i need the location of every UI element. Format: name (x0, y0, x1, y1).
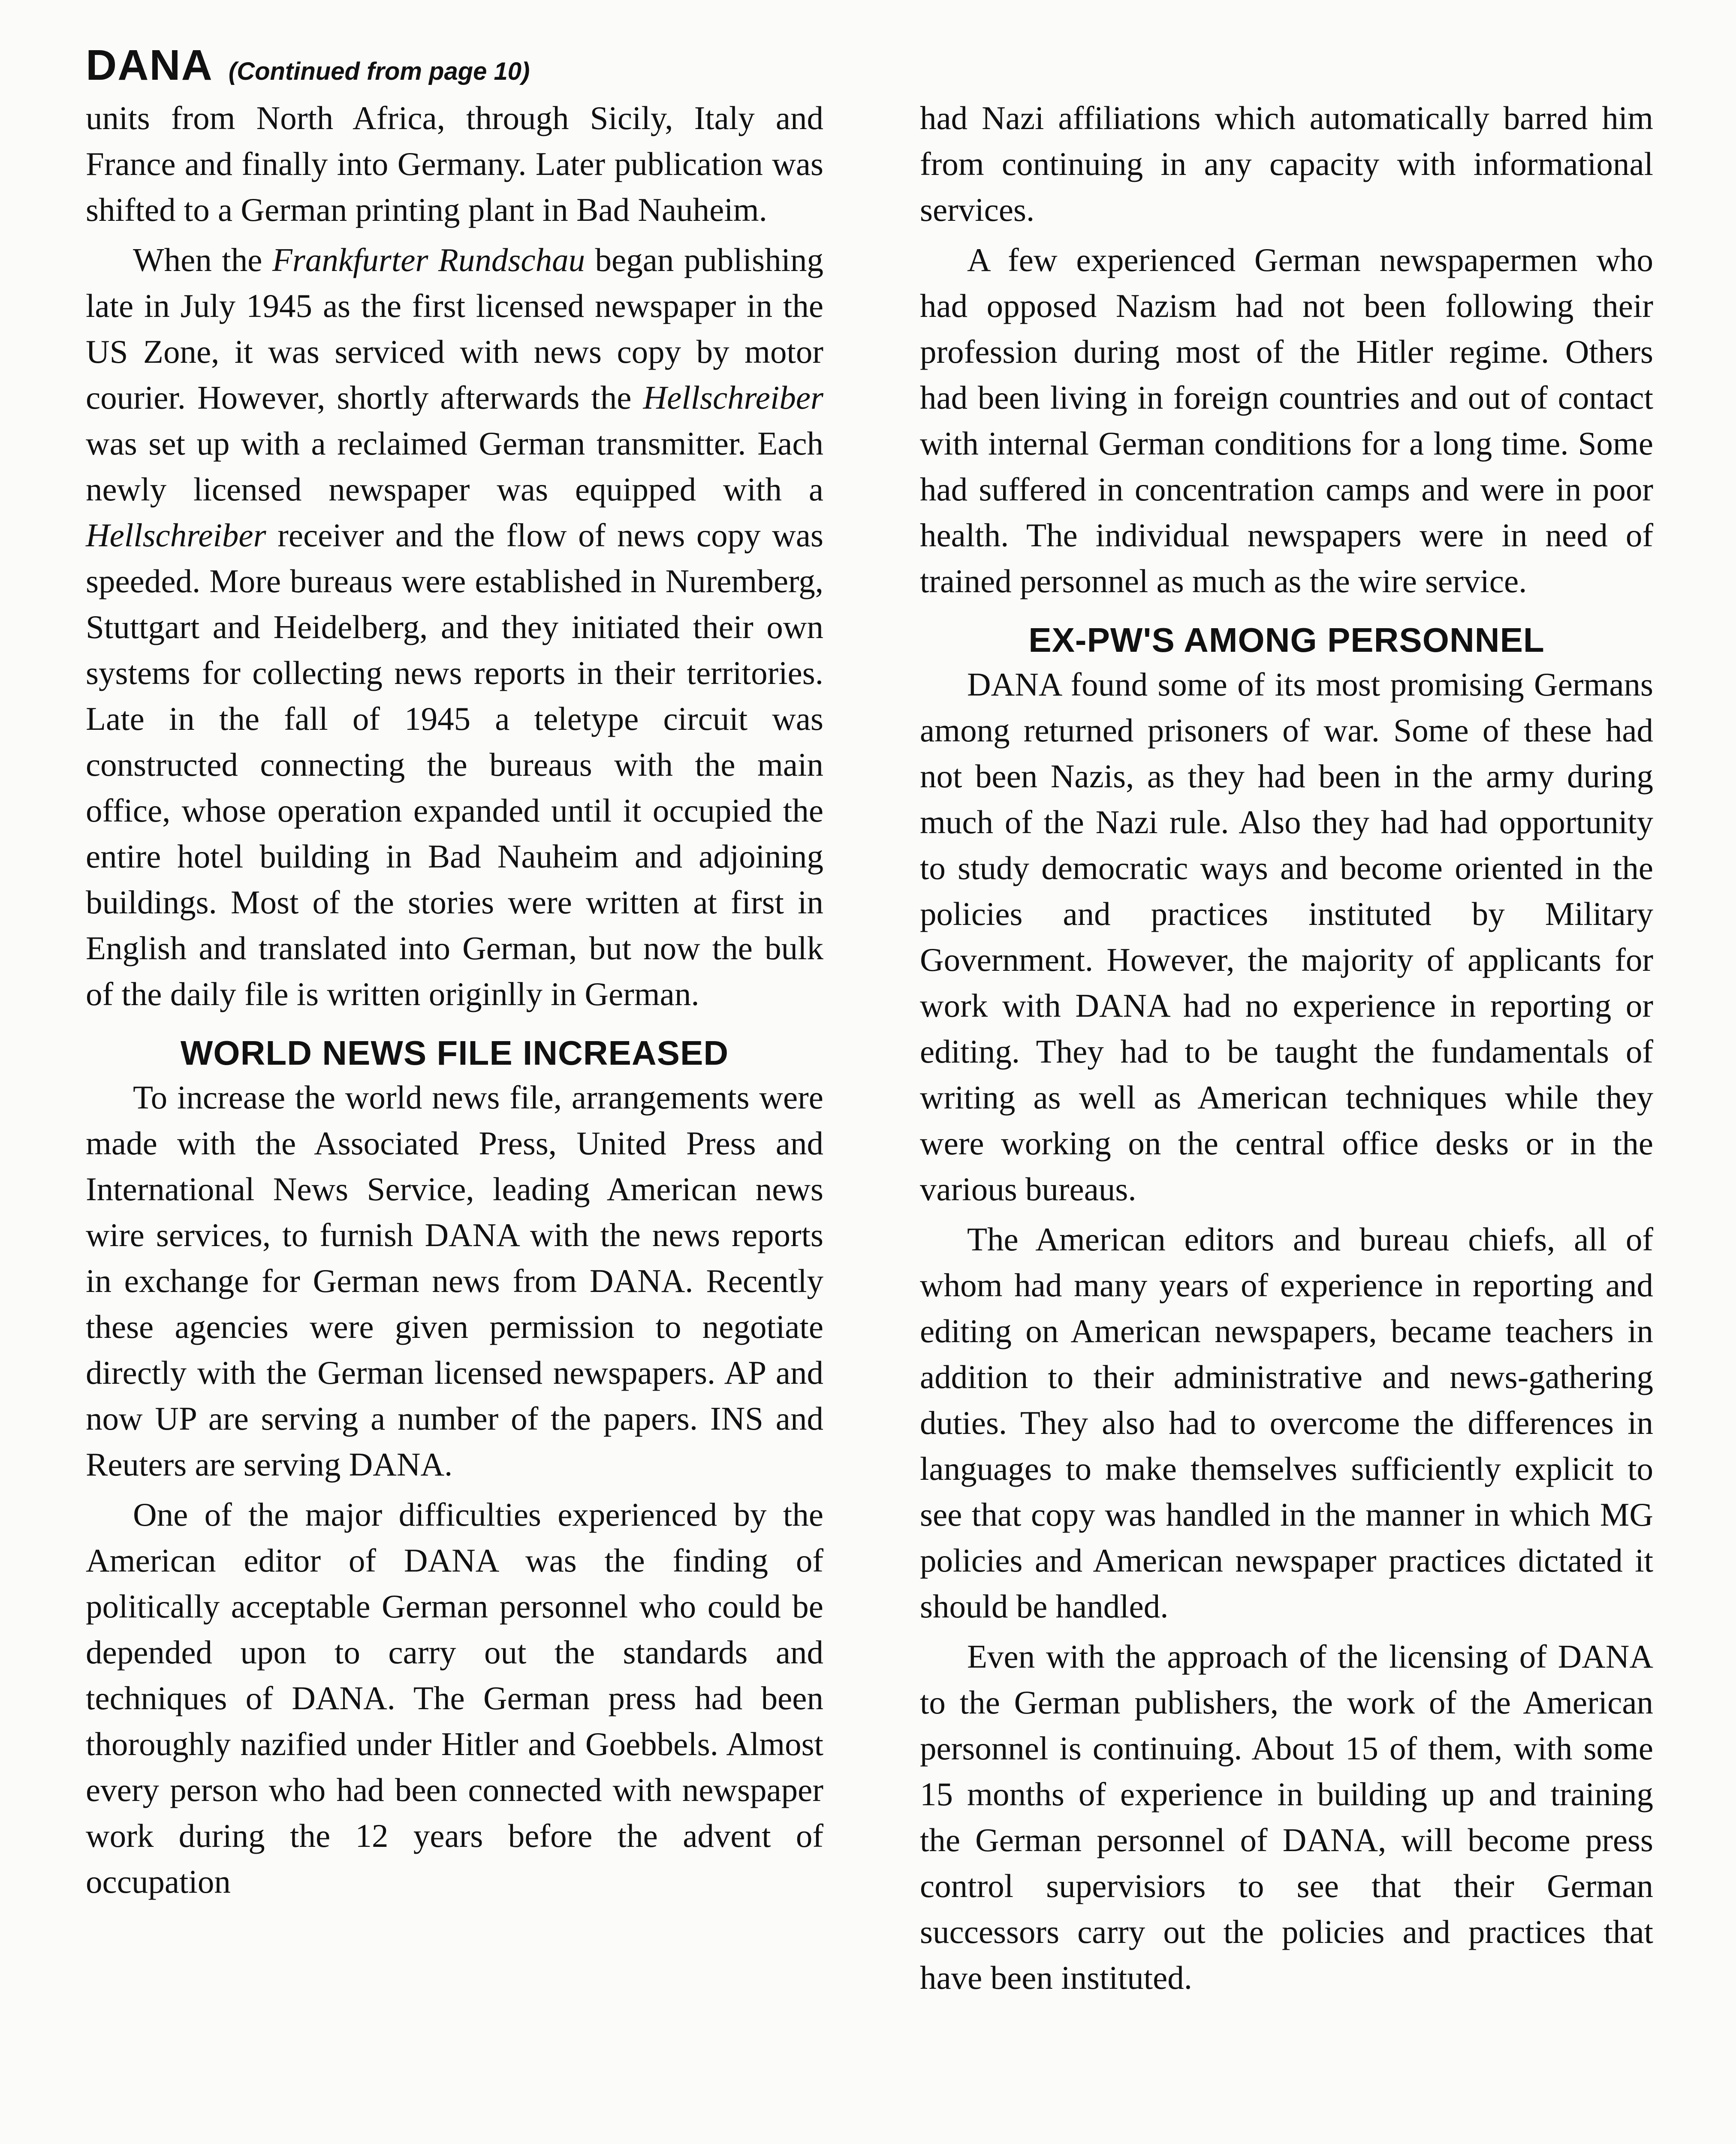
article-title: DANA (86, 41, 213, 89)
text-run: began publishing late in July 1945 as the first licensed newspaper in the US Zone, it was serviced with news copy by motor courier. However, shortly afterwards the (86, 241, 824, 416)
paragraph: Even with the approach of the licensing of DANA to the German publishers, the work of the American personnel is continuing. About 15 of them, with some 15 months of experience in building up and training the German personnel of DANA, will become press control supervisiors to see that their German successors carry out the policies and practices that have been instituted. (920, 1638, 1653, 1996)
paragraph: units from North Africa, through Sicily, Italy and France and finally into Germany. Later publication was shifted to a German printing plant in Bad Nauheim. (86, 99, 823, 228)
device-name: Hellschreiber (643, 379, 823, 416)
section-heading: EX-PW'S AMONG PERSONNEL (1028, 621, 1545, 659)
text-run: receiver and the flow of news copy was speeded. More bureaus were established in Nuremberg, Stuttgart and Heidelberg, and they initiated their own systems for collecting news reports in their territories. Late in the fall of 1945 a teletype circuit was constructed connecting the bureaus with the main office, whose operation expanded until it occupied the entire hotel building in Bad Nauheim and adjoining buildings. Most of the stories were written at first in English and translated into German, but now the bulk of the daily file is written originlly in German. (86, 517, 823, 1012)
device-name: Hellschreiber (86, 517, 266, 554)
left-column (86, 95, 823, 1909)
paragraph: The American editors and bureau chiefs, all of whom had many years of experience in reporting and editing on American newspapers, became teachers in addition to their administrative and news-gathering duties. They also had to overcome the differences in languages to make themselves sufficiently explicit to see that copy was handled in the manner in which MG policies and American newspaper practices dictated it should be handled. (920, 1221, 1653, 1625)
newspaper-name: Frankfurter Rundschau (272, 241, 585, 278)
paragraph: A few experienced German newspapermen who had opposed Nazism had not been following their profession during most of the Hitler regime. Others had been living in foreign countries and out of contact with internal German conditions for a long time. Some had suffered in concentration camps and were in poor health. The individual newspapers were in need of trained personnel as much as the wire service. (920, 241, 1653, 599)
article-header (86, 41, 530, 90)
paragraph: DANA found some of its most promising Germans among returned prisoners of war. Some of these had not been Nazis, as they had been in the army during much of the Nazi rule. Also they had had opportunity to study democratic ways and become oriented in the policies and practices instituted by Military Government. However, the majority of applicants for work with DANA had no experience in reporting or editing. They had to be taught the fundamentals of writing as well as American techniques while they were working on the central office desks or in the various bureaus. (920, 666, 1653, 1208)
paragraph: One of the major difficulties experienced by the American editor of DANA was the finding of politically acceptable German personnel who could be depended upon to carry out the standards and techniques of DANA. The German press had been thoroughly nazified under Hitler and Goebbels. Almost every person who had been connected with newspaper work during the 12 years before the advent of occupation (86, 1496, 823, 1900)
right-column (920, 95, 1653, 2005)
paragraph: had Nazi affiliations which automatically barred him from continuing in any capacity with informational services. (920, 99, 1653, 228)
paragraph (86, 237, 823, 1017)
continued-note: (Continued from page 10) (228, 57, 530, 85)
paragraph: To increase the world news file, arrangements were made with the Associated Press, United Press and International News Service, leading American news wire services, to furnish DANA with the news reports in exchange for German news from DANA. Recently these agencies were given permission to negotiate directly with the German licensed newspapers. AP and now UP are serving a number of the papers. INS and Reuters are serving DANA. (86, 1079, 823, 1483)
section-heading: WORLD NEWS FILE INCREASED (180, 1034, 729, 1072)
text-run: When the (133, 241, 272, 278)
text-run: was set up with a reclaimed German transmitter. Each newly licensed newspaper was equipped with a (86, 425, 823, 508)
